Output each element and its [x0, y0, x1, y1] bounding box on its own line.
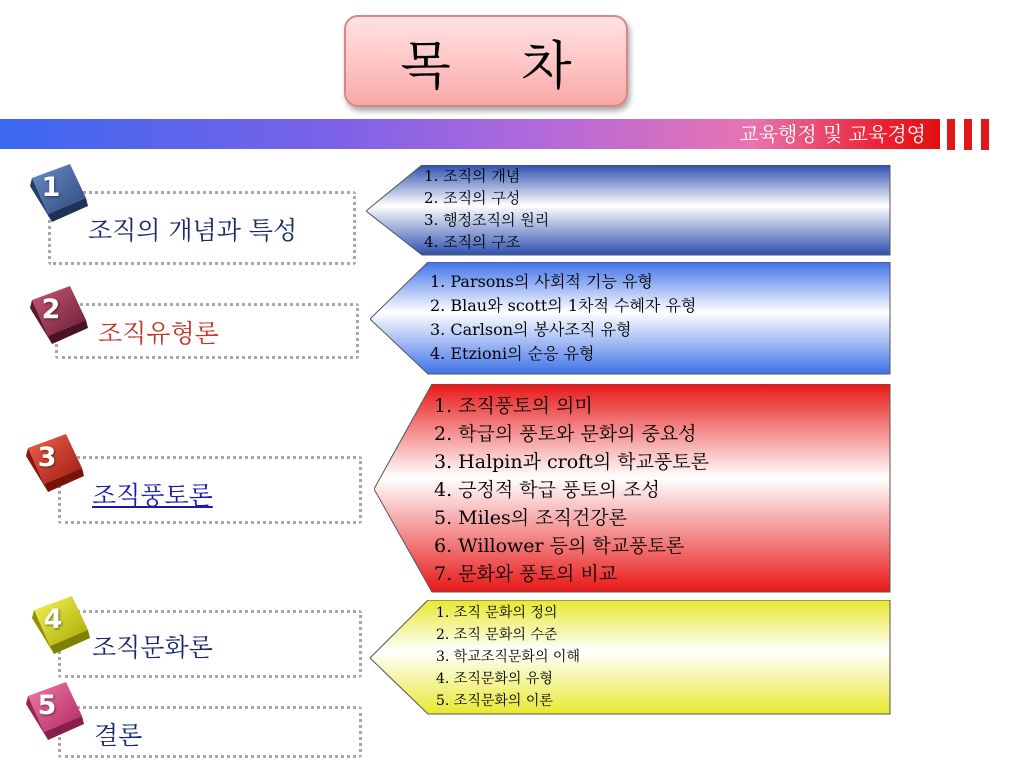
banner-stripe [964, 119, 972, 150]
item-3-label[interactable]: 조직풍토론 [92, 481, 213, 510]
list-item: 2. 조직의 구성 [424, 189, 521, 207]
list-item: 1. 조직 문화의 정의 [436, 605, 558, 621]
item-3-subitems [434, 392, 709, 588]
banner-stripe [947, 119, 955, 150]
list-item: 4. 조직의 구조 [424, 233, 521, 251]
cube-4-icon [28, 590, 94, 656]
item-4-detail-arrow [370, 600, 892, 716]
item-2-detail-arrow [370, 262, 892, 376]
list-item: 1. 조직풍토의 의미 [434, 395, 593, 417]
item-1-label[interactable]: 조직의 개념과 특성 [88, 216, 298, 245]
item-3-detail-arrow [374, 384, 892, 594]
item-2-label[interactable]: 조직유형론 [98, 319, 219, 348]
cube-3-icon [22, 428, 88, 494]
cube-4-number: 4 [43, 604, 63, 635]
list-item: 4. 조직문화의 유형 [436, 671, 553, 687]
cube-3-number: 3 [37, 442, 57, 473]
cube-5-icon [22, 676, 88, 742]
list-item: 2. Blau와 scott의 1차적 수혜자 유형 [430, 296, 697, 315]
list-item: 2. 조직 문화의 수준 [436, 627, 558, 643]
cube-2-icon [26, 280, 92, 346]
cube-2-number: 2 [41, 294, 61, 325]
list-item: 4. 긍정적 학급 풍토의 조성 [434, 479, 660, 501]
cube-1-icon [26, 158, 92, 224]
title-box [344, 15, 628, 107]
banner-text: 교육행정 및 교육경영 [739, 122, 926, 146]
list-item: 5. 조직문화의 이론 [436, 693, 553, 709]
list-item: 7. 문화와 풍토의 비교 [434, 563, 618, 585]
list-item: 3. 행정조직의 원리 [424, 211, 550, 229]
list-item: 4. Etzioni의 순응 유형 [430, 344, 595, 363]
list-item: 5. Miles의 조직건강론 [434, 507, 627, 529]
list-item: 3. 학교조직문화의 이해 [436, 649, 580, 665]
cube-1-number: 1 [41, 172, 61, 203]
page-title: 목 차 [400, 36, 572, 97]
item-2-subitems [430, 270, 696, 366]
list-item: 1. 조직의 개념 [424, 167, 521, 185]
list-item: 1. Parsons의 사회적 기능 유형 [430, 272, 653, 291]
cube-5-number: 5 [37, 690, 57, 721]
banner [0, 119, 940, 149]
list-item: 6. Willower 등의 학교풍토론 [434, 535, 685, 557]
list-item: 3. Carlson의 봉사조직 유형 [430, 320, 632, 339]
item-1-detail-arrow [366, 165, 892, 257]
item-4-label[interactable]: 조직문화론 [92, 633, 213, 662]
list-item: 2. 학급의 풍토와 문화의 중요성 [434, 423, 697, 445]
item-5-label[interactable]: 결론 [94, 721, 143, 750]
item-4-subitems [436, 602, 580, 712]
item-1-subitems [424, 165, 549, 253]
banner-stripe [981, 119, 989, 150]
list-item: 3. Halpin과 croft의 학교풍토론 [434, 451, 710, 473]
